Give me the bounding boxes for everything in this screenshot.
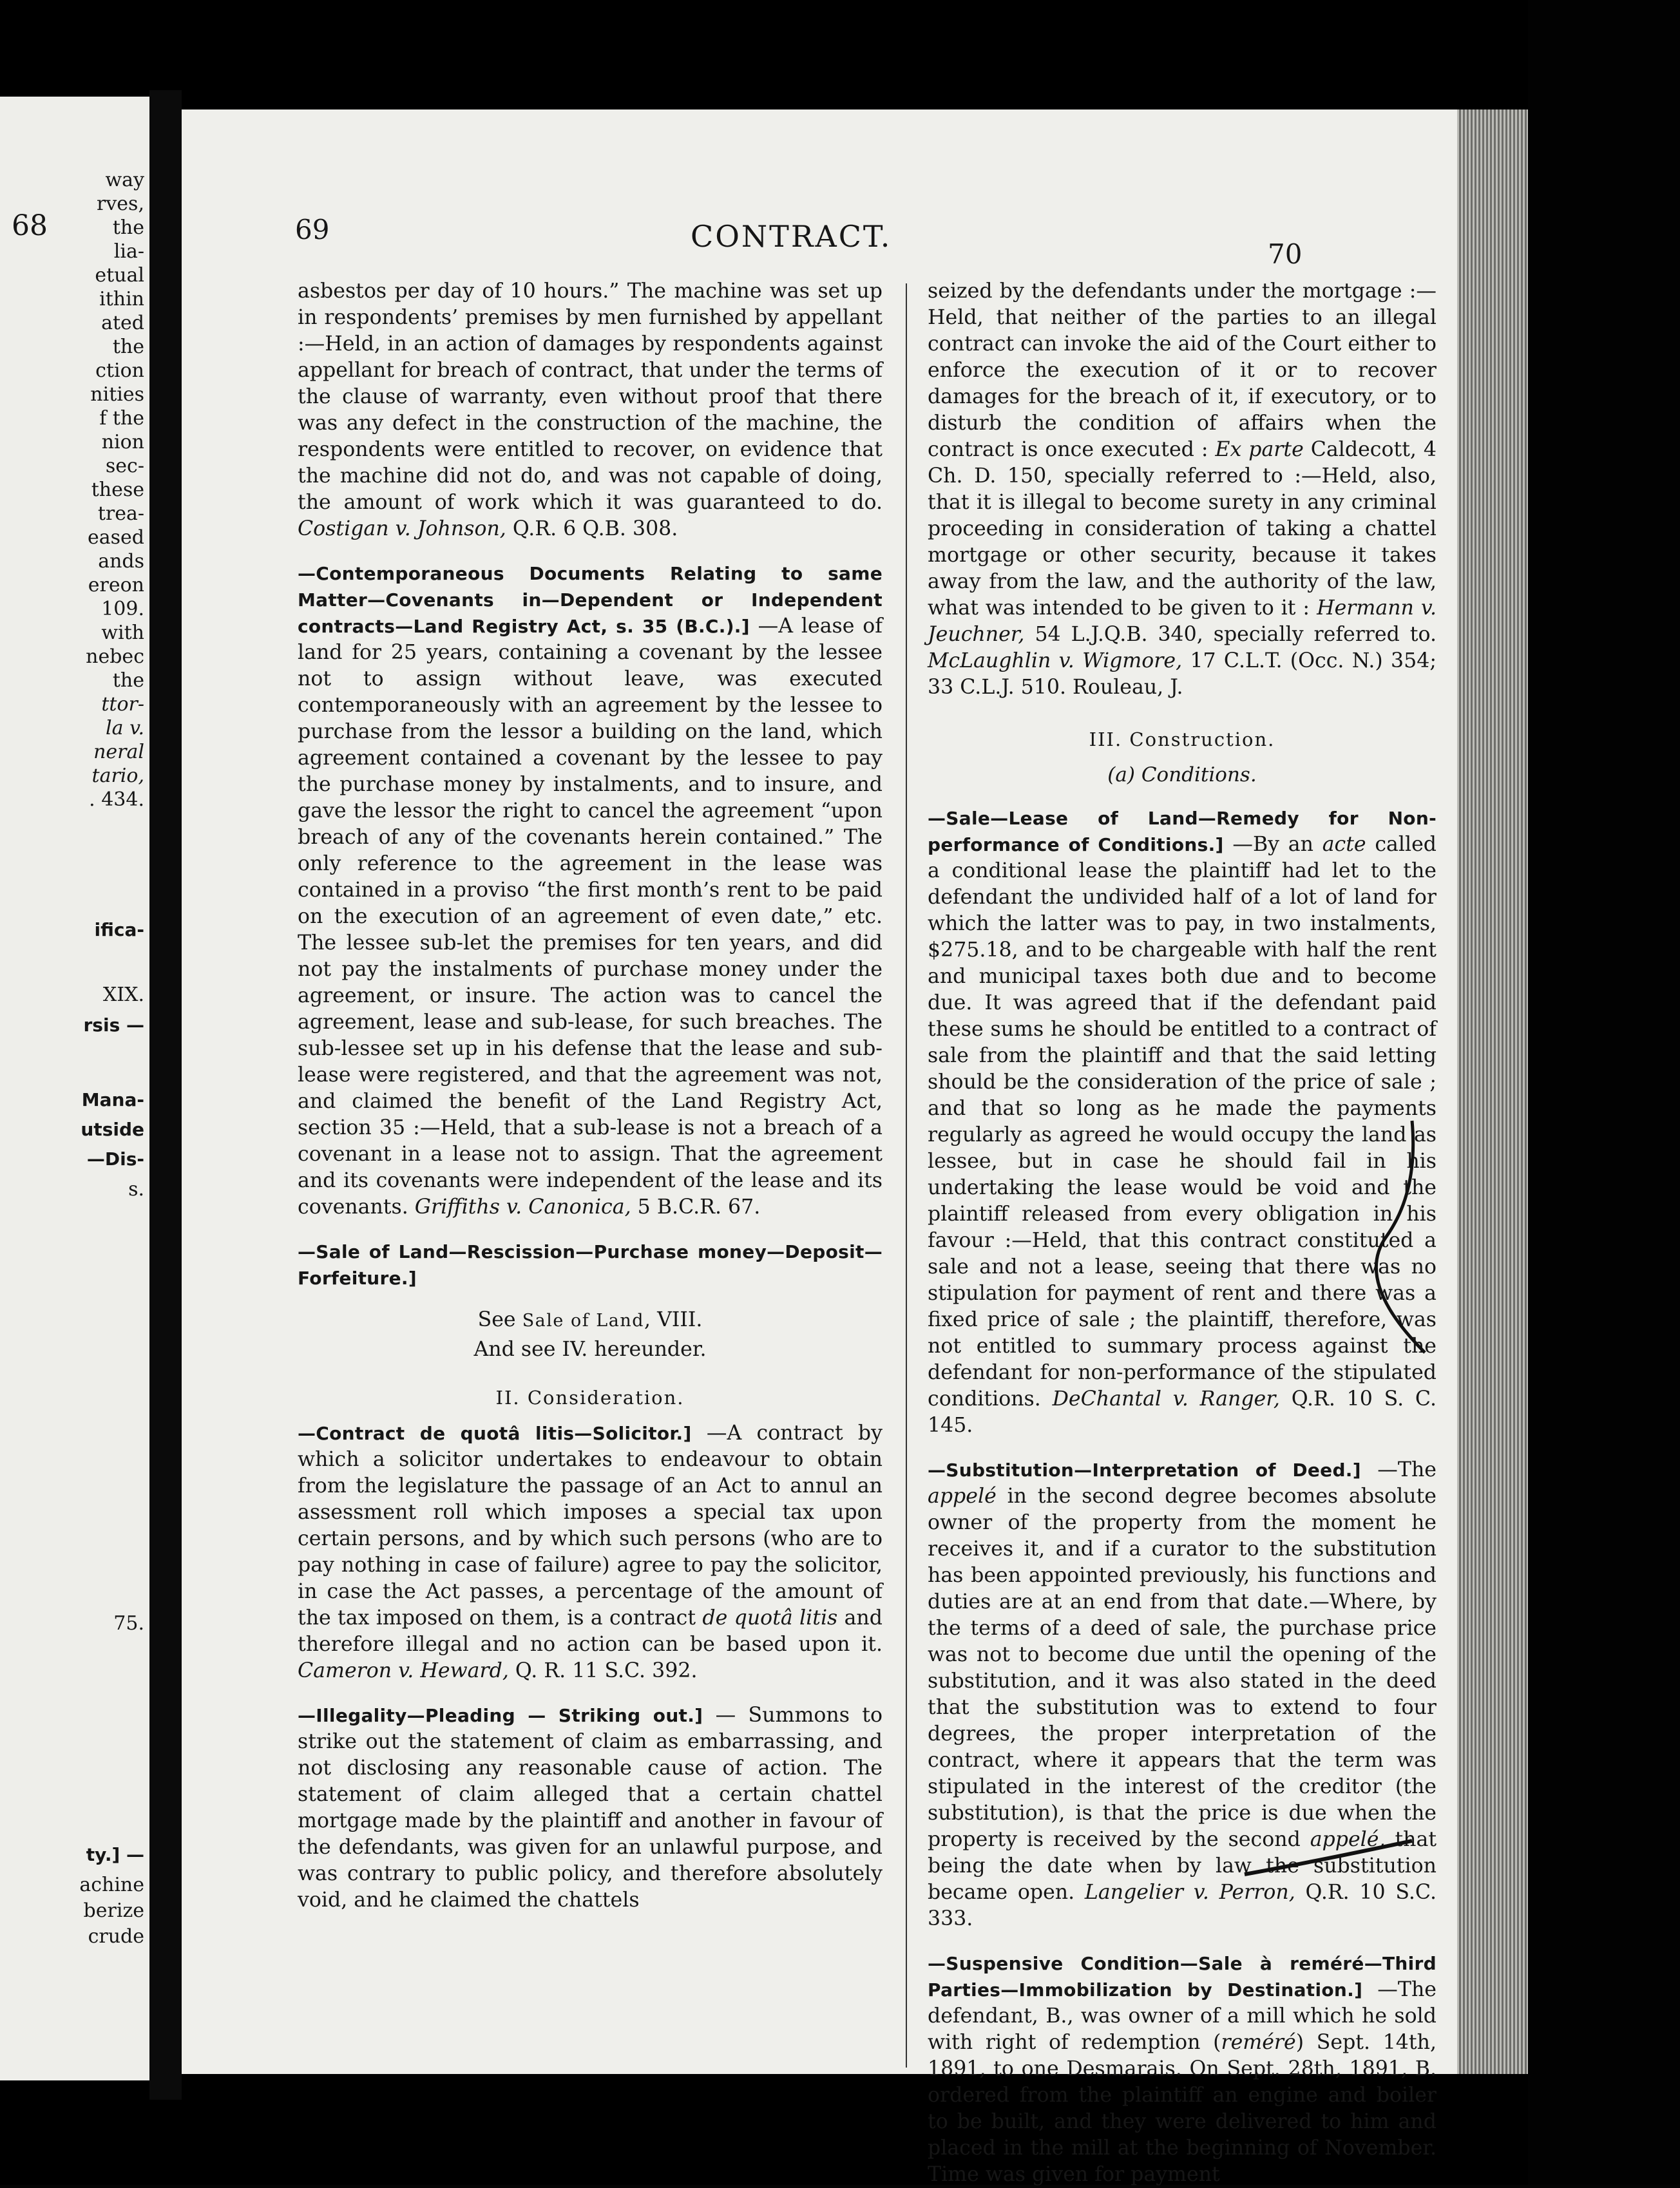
left-page-number: 68 [12,209,48,242]
entry-heading: —Contract de quotâ litis—Solicitor.] [298,1423,692,1444]
citation: 17 C.L.T. (Occ. N.) 354; 33 C.L.J. 510. Rouleau, J. [928,649,1437,699]
left-page-fragment-line: trea- [97,502,144,525]
left-page-fragment-line: rsis — [83,1014,144,1036]
left-page-fragment-line: way [105,169,144,191]
entry-continuation: seized by the defendants under the mortgage :—Held, that neither of the parties to an illegal contract can invoke the aid of the Court either to enforce the execution of it or to recover damages for the breach of it, if executory, or to disturb the condition of affairs when the contract is once executed : Ex parte Caldecott, 4 Ch. D. 150, specially referred to :—Held, also, that it is illegal to become surety in any criminal proceeding in consideration of taking a chattel mortgage or other security, because it takes away from the law, and the authority of the law, what was intended to be given to it : Hermann v. Jeuchner, 54 L.J.Q.B. 340, specially referred to. McLaughlin v. Wigmore, 17 C.L.T. (Occ. N.) 354; 33 C.L.J. 510. Rouleau, J. [928,280,1437,699]
left-page-fragment-line: XIX. [102,984,144,1006]
subsection-heading-conditions: (a) Conditions. [1107,763,1257,786]
left-page-fragment-line: ttor- [101,693,144,716]
case-name: Langelier v. Perron, [1084,1881,1295,1904]
left-page-fragment-line: sec- [105,455,144,477]
left-page-fragment-line: ated [101,312,144,334]
digest-entry-quota-litis: —Contract de quotâ litis—Solicitor.] —A contract by which a solicitor undertakes to endeavour to obtain from the legislature the passage of an Act to annul an assessment roll which imposes a special tax upon certain persons, and by which such persons (who are to pay nothing in case of failure) agree to pay the solicitor, in case the Act passes, a percentage of the amount of the tax imposed on them, is a contract de quotâ litis and therefore illegal and no action can be based upon it. Cameron v. Heward, Q. R. 11 S.C. 392. [298,1422,883,1682]
entry-body: called a conditional lease the plaintiff had let to the defendant the undivided half of a lot of land for which the latter was to pay, in two instalments, $275.18, and to be chargeable with half the rent and municipal taxes both due and to become due. It was agreed that if the defendant paid these sums he should be entitled to a contract of sale from the plaintiff and that the said letting should be the consideration of the price of sale ; and that so long as he made the payments regularly as agreed he would occupy the land as lessee, but in case he should fail in his undertaking the lease would be void and the plaintiff released from every obligation in his favour :—Held, that this contract constituted a sale and not a lease, seeing that there was no stipulation for payment of rent and there was a fixed price of sale ; the plaintiff, therefore, was not entitled to summary process against the defendant for non-performance of the stipulated conditions. [928,833,1437,1411]
left-page-fragment-line: rves, [97,193,144,215]
pencil-stroke-mark [1238,1836,1418,1887]
left-page-fragment-line: ands [98,550,144,573]
left-page-fragment-line: the [112,216,144,239]
digest-entry-lease-of-land: —Sale—Lease of Land—Remedy for Non-performance of Conditions.] —By an acte called a conditional lease the plaintiff had let to the defendant the undivided half of a lot of land for which the latter was to pay, in two instalments, $275.18, and to be chargeable with half the rent and municipal taxes both due and to become due. It was agreed that if the defendant paid these sums he should be entitled to a contract of sale from the plaintiff and that the said letting should be the consideration of the price of sale ; and that so long as he made the payments regularly as agreed he would occupy the land as lessee, but in case he should fail in his undertaking the lease would be void and the plaintiff released from every obligation in his favour :—Held, that this contract constituted a sale and not a lease, seeing that there was no stipulation for payment of rent and there was a fixed price of sale ; the plaintiff, therefore, was not entitled to summary process against the defendant for non-performance of the stipulated conditions. DeChantal v. Ranger, Q.R. 10 S. C. 145. [928,808,1437,1437]
citation: Q.R. 6 Q.B. 308. [512,517,678,540]
left-page-fragment-line: nities [90,383,144,406]
main-page [182,109,1457,2186]
scan-border-right [1528,0,1680,2185]
left-page-fragment-line: the [112,669,144,692]
left-page-fragment [0,97,149,2080]
section-heading-iii: III. Construction. [1089,728,1275,750]
left-page-fragment-line: nebec [86,645,144,668]
citation: Q. R. 11 S.C. 392. [515,1659,698,1682]
case-name: Cameron v. Heward, [298,1659,509,1682]
left-page-fragment-line: the [112,336,144,358]
left-page-fragment-line: neral [93,741,144,763]
left-page-fragment-line: achine [79,1874,144,1896]
left-page-fragment-line: lia- [113,240,144,263]
page-number-right-column: 70 [1268,238,1303,270]
entry-body: —A contract by which a solicitor undertakes to endeavour to obtain from the legislature the passage of an Act to annul an assessment roll which imposes a special tax upon certain persons, and by which such persons (who are to pay nothing in case of failure) agree to pay the solicitor, in case the Act passes, a percentage of the amount of the tax imposed on them, is a contract [298,1422,883,1630]
left-page-fragment-line: these [91,479,144,501]
cross-reference-hereunder: And see IV. hereunder. [473,1338,707,1361]
left-page-fragment-line: with [101,622,144,644]
citation: Q.R. 10 S.C. 333. [928,1881,1437,1930]
left-page-fragment-line: etual [95,264,144,287]
citation: Q.R. 10 S. C. 145. [928,1387,1437,1437]
left-page-fragment-line: ty.] — [86,1844,144,1865]
left-page-fragment-line: f the [99,407,144,430]
left-page-fragment-line: ifica- [94,919,144,940]
left-page-fragment-line: s. [128,1178,144,1201]
left-page-fragment-line: ction [95,359,144,382]
entry-heading: —Contemporaneous Documents Relating to same Matter—Covenants in—Dependent or Independent contracts—Land Registry Act, s. 35 (B.C.).] [298,563,883,637]
left-page-fragment-line: 109. [101,598,144,620]
entry-heading: —Sale of Land—Rescission—Purchase money—Deposit—Forfeiture.] [298,1241,883,1289]
book-gutter [149,90,182,2100]
left-page-fragment-line: —Dis- [86,1148,144,1170]
entry-body: ) Sept. 14th, 1891, to one Desmarais. On Sept. 28th, 1891, B. ordered from the plaintiff an engine and boiler to be built, and they were delivered to him and placed in the mill at the beginning of November. Time was given for payment [928,2031,1437,2186]
entry-body: — Summons to strike out the statement of claim as embarrassing, and not disclosing any reasonable cause of action. The statement of claim alleged that a certain chattel mortgage made by the plaintiff and another in favour of the defendants, was given for an unlawful purpose, and was contrary to public policy, and therefore absolutely void, and he claimed the chattels [298,1704,883,1912]
left-page-fragment-line: nion [101,431,144,453]
digest-entry-substitution: —Substitution—Interpretation of Deed.] —The appelé in the second degree becomes absolute owner of the property from the moment he receives it, and if a curator to the substitution has been appointed previously, his functions and duties are at an end from that date.—Where, by the terms of a deed of sale, the purchase price was not to become due until the opening of the substitution, and it was also stated in the deed that the substitution was to extend to four degrees, the proper interpretation of the contract, where it appears that the term was stipulated in the interest of the creditor (the substitution), is that the price is due when the property is received by the second appelé, that being the date when by law the substitution became open. Langelier v. Perron, Q.R. 10 S.C. 333. [928,1458,1437,1930]
entry-heading: —Substitution—Interpretation of Deed.] [928,1460,1361,1481]
case-name: McLaughlin v. Wigmore, [928,649,1183,672]
left-page-fragment-line: la v. [106,717,144,739]
left-page-fragment-line: 75. [113,1612,144,1635]
case-name: DeChantal v. Ranger, [1052,1387,1280,1411]
left-page-fragment-line: ereon [88,574,144,596]
case-name: Ex parte [1215,438,1304,461]
page-edges [1457,109,1528,2074]
cross-reference: See Sale of Land, VIII. [477,1308,703,1331]
citation: 5 B.C.R. 67. [637,1195,761,1219]
running-head: CONTRACT. [691,219,892,254]
digest-entry-illegality [298,1702,883,1914]
entry-body: —A lease of land for 25 years, containing a covenant by the lessee not to assign without leave, was executed contemporaneously with an agreement by the lessee to purchase from the lessor a building on the land, which agreement contained a covenant by the lessee to pay the purchase money by instalments, and to insure, and gave the lessor the right to cancel the agreement “upon breach of any of the covenants herein contained.” The only reference to the agreement in the lease was contained in a proviso “the first month’s rent to be paid on the execution of an agreement of even date,” etc. The lessee sub-let the premises for ten years, and did not pay the instalments of purchase money under the agreement, or insure. The action was to cancel the agreement, lease and sub-lease, for such breaches. The sub-lessee set up in his defense that the lease and sub-lease were registered, and that the agreement was not, and claimed the benefit of the Land Registry Act, section 35 :—Held, that a sub-lease is not a breach of a covenant in a lease not to assign. That the agreement and its covenants were independent of the lease and its covenants. [298,614,883,1219]
case-name: Griffiths v. Canonica, [414,1195,631,1219]
left-page-fragment-line: berize [83,1899,144,1922]
section-heading-ii: II. Consideration. [495,1387,685,1409]
entry-body: in the second degree becomes absolute owner of the property from the moment he receives it, and if a curator to the substitution has been appointed previously, his functions and duties are at an end from that date.—Where, by the terms of a deed of sale, the purchase price was not to become due until the opening of the substitution, and it was also stated in the deed that the substitution was to extend to four degrees, the proper interpretation of the contract, where it appears that the term was stipulated in the interest of the creditor (the substitution), is that the price is due when the property is received by the second [928,1485,1437,1851]
pencil-bracket-mark [1341,1114,1431,1359]
entry-heading: —Sale—Lease of Land—Remedy for Non-performance of Conditions.] [928,808,1437,855]
digest-entry-covenants [298,560,883,1221]
page-number-left-column: 69 [295,214,330,245]
left-page-fragment-line: ithin [99,288,144,310]
left-page-fragment-line: tario, [91,765,144,787]
left-page-fragment-line: crude [88,1925,144,1948]
entry-continuation: asbestos per day of 10 hours.” The machine was set up in respondents’ premises by men furnished by appellant :—Held, in an action of damages by respondents against appellant for breach of contract, that under the terms of the clause of warranty, even without proof that there was any defect in the construction of the machine, the respondents were entitled to recover, on evidence that the machine did not do, and was not capable of doing, the amount of work which it was guaranteed to do. Costigan v. Johnson, Q.R. 6 Q.B. 308. [298,280,883,540]
digest-entry-suspensive-condition: —Suspensive Condition—Sale à reméré—Third Parties—Immobilization by Destination.] —The defendant, B., was owner of a mill which he sold with right of redemption (reméré) Sept. 14th, 1891, to one Desmarais. On Sept. 28th, 1891, B. ordered from the plaintiff an engine and boiler to be built, and they were delivered to him and placed in the mill at the beginning of November. Time was given for payment [928,1953,1437,2186]
left-page-fragment-line: utside [81,1119,144,1140]
column-rule [906,283,907,2068]
left-page-fragment-line: eased [88,526,144,549]
digest-entry-sale-of-land [298,1239,883,1291]
case-name: Costigan v. Johnson, [298,517,506,540]
entry-heading: —Illegality—Pleading — Striking out.] [298,1705,703,1726]
column-left [298,278,883,1914]
left-page-fragment-line: Mana- [81,1089,144,1110]
case-name: Hermann v. Jeuchner, [928,596,1437,646]
left-page-fragment-line: . 434. [89,788,144,811]
entry-heading: —Suspensive Condition—Sale à reméré—Third Parties—Immobilization by Destination.] [928,1953,1437,2001]
